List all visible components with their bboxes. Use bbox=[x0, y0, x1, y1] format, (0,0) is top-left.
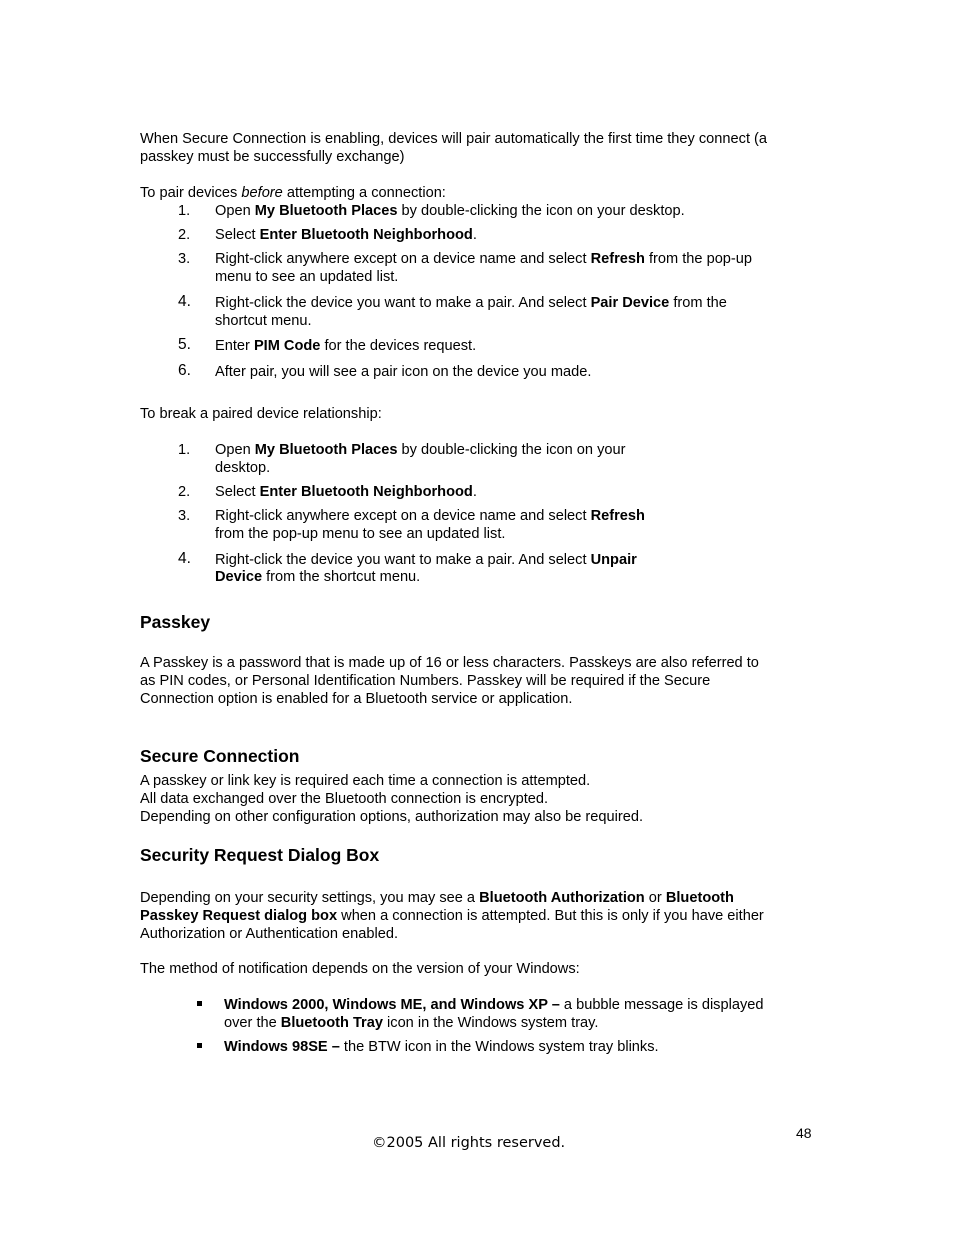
unpair-step-3-cont: from the pop-up menu to see an updated list. bbox=[215, 526, 506, 542]
unpair-step-4-number: 4. bbox=[178, 550, 191, 567]
pair-step-2: Select Enter Bluetooth Neighborhood. bbox=[215, 227, 477, 243]
secure-line-1: A passkey or link key is required each time a connection is attempted. bbox=[140, 773, 591, 789]
pair-step-4-cont: shortcut menu. bbox=[215, 313, 312, 329]
dialog-heading: Security Request Dialog Box bbox=[140, 845, 380, 865]
pair-step-3-cont: menu to see an updated list. bbox=[215, 269, 399, 285]
unpair-step-4-cont: Device from the shortcut menu. bbox=[215, 569, 421, 585]
passkey-heading: Passkey bbox=[140, 612, 211, 632]
secure-line-3: Depending on other configuration options, authorization may also be required. bbox=[140, 809, 643, 825]
pair-step-6: After pair, you will see a pair icon on the device you made. bbox=[215, 364, 592, 380]
unpair-step-2: Select Enter Bluetooth Neighborhood. bbox=[215, 484, 477, 500]
unpair-step-2-number: 2. bbox=[178, 484, 191, 500]
bullet-item-1: Windows 2000, Windows ME, and Windows XP – a bubble message is displayed bbox=[224, 997, 764, 1013]
unpair-step-3-number: 3. bbox=[178, 508, 191, 524]
unpair-step-1: Open My Bluetooth Places by double-clicking the icon on your bbox=[215, 442, 626, 458]
passkey-line-3: Connection option is enabled for a Bluetooth service or application. bbox=[140, 691, 573, 707]
dialog-line-3: Authorization or Authentication enabled. bbox=[140, 926, 399, 942]
unpair-intro: To break a paired device relationship: bbox=[140, 406, 382, 422]
unpair-step-1-number: 1. bbox=[178, 442, 191, 458]
pair-step-5-number: 5. bbox=[178, 336, 191, 353]
passkey-line-1: A Passkey is a password that is made up of 16 or less characters. Passkeys are also referred to bbox=[140, 655, 759, 671]
pair-step-6-number: 6. bbox=[178, 362, 191, 379]
secure-line-2: All data exchanged over the Bluetooth connection is encrypted. bbox=[140, 791, 549, 807]
bullet-item-2: Windows 98SE – the BTW icon in the Windows system tray blinks. bbox=[224, 1039, 659, 1055]
unpair-step-1-cont: desktop. bbox=[215, 460, 271, 476]
dialog-line-1: Depending on your security settings, you may see a Bluetooth Authorization or Bluetooth bbox=[140, 890, 734, 906]
unpair-step-4: Right-click the device you want to make a pair. And select Unpair bbox=[215, 552, 637, 568]
pair-step-1-number: 1. bbox=[178, 203, 191, 219]
dialog-line-2: Passkey Request dialog box when a connection is attempted. But this is only if you have either bbox=[140, 908, 764, 924]
intro-line-2: passkey must be successfully exchange) bbox=[140, 149, 405, 165]
page-number: 48 bbox=[796, 1125, 812, 1141]
pair-step-3: Right-click anywhere except on a device name and select Refresh from the pop-up bbox=[215, 251, 753, 267]
pair-intro: To pair devices before attempting a connection: bbox=[140, 185, 446, 201]
pair-step-2-number: 2. bbox=[178, 227, 191, 243]
passkey-line-2: as PIN codes, or Personal Identification Numbers. Passkey will be required if the Secure bbox=[140, 673, 711, 689]
unpair-step-3: Right-click anywhere except on a device name and select Refresh bbox=[215, 508, 645, 524]
pair-step-4-number: 4. bbox=[178, 293, 191, 310]
pair-step-4: Right-click the device you want to make a pair. And select Pair Device from the bbox=[215, 295, 727, 311]
pair-step-3-number: 3. bbox=[178, 251, 191, 267]
bullet-item-1-cont: over the Bluetooth Tray icon in the Windows system tray. bbox=[224, 1015, 599, 1031]
pair-step-1: Open My Bluetooth Places by double-clicking the icon on your desktop. bbox=[215, 203, 685, 219]
secure-connection-heading: Secure Connection bbox=[140, 746, 300, 766]
bullet-marker bbox=[197, 1001, 202, 1006]
bullet-marker bbox=[197, 1043, 202, 1048]
method-line: The method of notification depends on the version of your Windows: bbox=[140, 961, 580, 977]
pair-step-5: Enter PIM Code for the devices request. bbox=[215, 338, 477, 354]
copyright-footer: ©2005 All rights reserved. bbox=[372, 1135, 566, 1151]
intro-line-1: When Secure Connection is enabling, devices will pair automatically the first time they connect (a bbox=[140, 131, 768, 147]
